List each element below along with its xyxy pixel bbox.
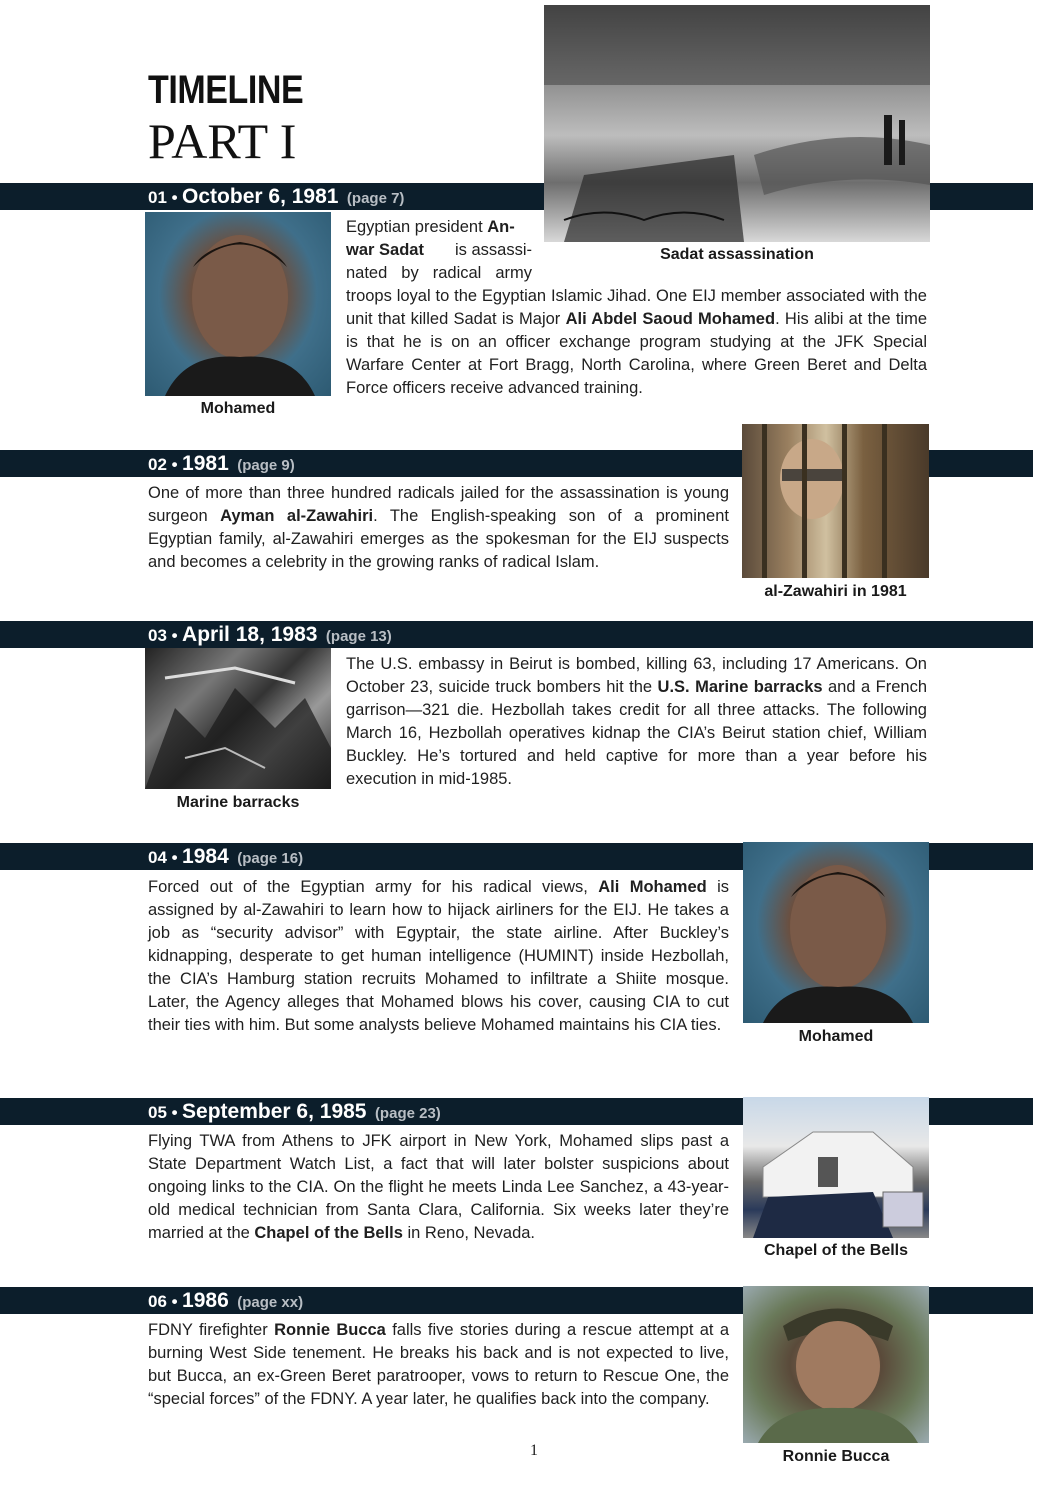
entry-number: 06 •: [148, 1292, 178, 1311]
sadat-assassination-caption: Sadat assassination: [660, 246, 814, 263]
entry-date: 1984: [182, 845, 229, 868]
page-title: TIMELINE: [148, 68, 304, 112]
marine-barracks-photo: [145, 648, 331, 789]
entry-04-text: Forced out of the Egyptian army for his radical views, Ali Mohamed is assigned by al-Zawahiri to learn how to hijack airliners for the EIJ. He takes a job as “security advisor” with Egyptair, the state airline. After Buckley’s kidnapping, desperate to get human intelligence (HUMINT) inside Hezbollah, the CIA’s Hamburg station recruits Mohamed to infiltrate a Shiite mosque. Later, the Agency alleges that Mohamed blows his cover, causing CIA to cut their ties with him. But some analysts believe Mohamed maintains his CIA ties.: [148, 878, 729, 1034]
entry-page-ref: (page 13): [325, 628, 392, 645]
sadat-assassination-photo: [544, 5, 930, 242]
entry-date: 1981: [182, 452, 229, 475]
entry-number: 02 •: [148, 455, 178, 474]
mohamed-caption-1: Mohamed: [200, 400, 276, 417]
entry-number: 04 •: [148, 848, 178, 867]
entry-date: 1986: [182, 1289, 229, 1312]
entry-05-text: Flying TWA from Athens to JFK airport in New York, Mohamed slips past a State Department Watch List, a fact that will later bolster suspicions about ongoing links to the CIA. On the flight he meets Linda Lee Sanchez, a 43-year-old medical technician from Santa Clara, California. Six weeks later they’re married at the Chapel of the Bells in Reno, Nevada.: [148, 1132, 729, 1242]
entry-page-ref: (page 16): [237, 850, 304, 867]
entry-page-ref: (page 7): [346, 190, 405, 207]
chapel-of-the-bells-caption: Chapel of the Bells: [763, 1242, 909, 1259]
page-subtitle: PART I: [148, 113, 297, 169]
ronnie-bucca-photo: [743, 1286, 929, 1443]
marine-barracks-caption: Marine barracks: [176, 794, 300, 811]
entry-date: September 6, 1985: [182, 1100, 367, 1123]
entry-02-text: One of more than three hundred radicals jailed for the assassination is young surgeon Ayman al-Zawahiri. The English-speaking son of a prominent Egyptian family, al-Zawahiri emerges as the spokesman for the EIJ suspects and becomes a celebrity in the growing ranks of radical Islam.: [148, 484, 729, 571]
zawahiri-caption: al-Zawahiri in 1981: [764, 583, 907, 600]
entry-number: 03 •: [148, 626, 178, 645]
mohamed-photo-1: [145, 212, 331, 396]
entry-03-text: The U.S. embassy in Beirut is bombed, killing 63, including 17 Americans. On October 23, suicide truck bombers hit the U.S. Marine barracks and a French garrison—321 die. Hezbollah takes credit for all three attacks. The following March 16, Hezbollah operatives kidnap the CIA’s Beirut station chief, William Buckley. He’s tortured and held captive for more than a year before his execution in mid-1985.: [346, 655, 927, 788]
entry-page-ref: (page 9): [237, 457, 295, 474]
entry-date: October 6, 1981: [182, 185, 339, 208]
ronnie-bucca-caption: Ronnie Bucca: [782, 1448, 890, 1465]
mohamed-caption-2: Mohamed: [798, 1028, 874, 1045]
entry-01-text: troops loyal to the Egyptian Islamic Jihad. One EIJ member associated with the unit that killed Sadat is Major Ali Abdel Saoud Mohamed. His alibi at the time is that he is on an officer exchange program studying at the JFK Special Warfare Center at Fort Bragg, North Carolina, where Green Beret and Delta Force officers receive advanced training.: [346, 287, 927, 397]
entry-date: April 18, 1983: [182, 623, 318, 646]
timeline-bar-03: [0, 621, 1033, 648]
entry-01-text-top: Egyptian president An- war Sadat is assassi- nated by radical army: [346, 218, 532, 282]
entry-page-ref: (page xx): [237, 1294, 304, 1311]
entry-number: 05 •: [148, 1103, 178, 1122]
page-number: 1: [530, 1442, 538, 1459]
entry-06-text: FDNY firefighter Ronnie Bucca falls five stories during a rescue attempt at a burning West Side tenement. He breaks his back and is not expected to live, but Bucca, an ex-Green Beret paratrooper, vows to return to Rescue One, the “special forces” of the FDNY. A year later, he qualifies back into the company.: [148, 1321, 730, 1408]
entry-number: 01 •: [148, 188, 178, 207]
mohamed-photo-2: [743, 842, 929, 1023]
entry-page-ref: (page 23): [374, 1105, 441, 1122]
zawahiri-photo: [742, 424, 929, 578]
chapel-of-the-bells-photo: [743, 1097, 929, 1238]
